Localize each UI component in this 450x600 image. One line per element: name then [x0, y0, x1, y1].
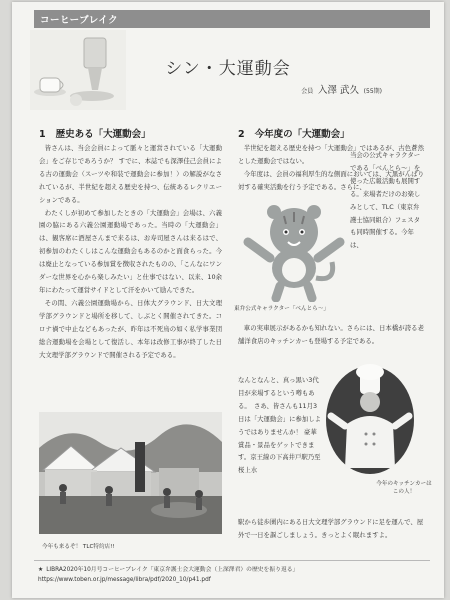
article-title: シン・大運動会 [165, 59, 291, 79]
section2-end-text: 駅から徒歩圏内にある日大文理学部グラウンドに足を運んで、屋外で一日を謳ごしましょう。きっとよく眠れますよ。 [238, 518, 424, 539]
section2-paragraph: 半世紀を超える歴史を持つ「大運動会」ではあるが、古色蒼然とした運動会ではない。 [238, 144, 424, 165]
byline-name: 入澤 武久 [317, 85, 359, 96]
chef-portrait [325, 364, 415, 476]
section2-narrow-text: 当会の公式キャラクターである「べんとら～」を使った広報活動も展開する。来場者だけのお楽しみとして、TLC（東京弁護士協同組合）フェスタも同時開催する。今年は、 [350, 151, 421, 250]
photo-caption: 今年も来るぞ！ TLC特約店!! [42, 544, 115, 550]
section2-paragraph: 車の実車展示があるかも知れない。さらには、日本橋が誇る老舗洋食店のキッチンカーも登場する予定である。 [238, 324, 424, 345]
section1-paragraph: わたくしが初めて参加したときの「大運動会」会場は、六義園の脇にある六義公園運動場であった。当時の「大運動会」は、観客席に酒屋さんまで来るは、お寿司屋さんは来るはで、初参加のわたくしはこんな運動会もあるのかと面食らった。今は廃止となっている参加賞を徴収されたものの、「こんなにワンダーな世界を心から楽しみたい」と仕事ではない、以来、10余年にわたって運営サイドとして汗をかいて励んできた。 [39, 208, 222, 294]
byline [301, 82, 382, 96]
chef-caption-line1: 今年のキッチンカーは [376, 481, 432, 487]
section-band-label: コーヒーブレイク [40, 15, 119, 26]
section1-paragraph: その間、六義公園運動場から、日体大グラウンド、日大文理学部グラウンドと場所を移して、しぶとく開催されてきた。コロナ禍で中止などもあったが、昨年は不死鳥の如く私学事業団総合運動場を会場として復活し、本年は改修工事が終了した日大文理学部グラウンドで開催される予定である。 [39, 298, 222, 359]
tiger-mascot-icon [240, 202, 348, 302]
tiger-mascot [240, 202, 348, 302]
section2-paragraph: 今年度は、会員の福利厚生的な側面においては、大黒がんばり対する確実活動を行う予定である。さらに、 [238, 169, 424, 191]
tiger-caption: 東弁公式キャラクター「べんとら～」 [234, 306, 329, 312]
section1-body [39, 142, 222, 361]
section1-heading-text: 歴史ある「大運動会」 [55, 129, 151, 140]
section2-number: 2 [238, 129, 245, 140]
footer-line2[interactable]: https://www.toben.or.jp/message/libra/pdf/2020_10/p41.pdf [38, 577, 211, 583]
star-icon: ★ [38, 567, 44, 573]
footer-line1: LIBRA2020年10月号コーヒーブレイク「東京弁護士会大運動会（上深澤君）の歴史を振り返る」 [46, 567, 299, 573]
footer-note [38, 565, 298, 585]
chef-caption-line2: この人！ [392, 489, 416, 495]
section2-heading [238, 126, 350, 140]
byline-role: 会員 [301, 88, 314, 95]
magazine-page [12, 2, 444, 598]
section1-paragraph: 皆さんは、当会会員によって脈々と運営されている「大運動会」をご存じであろうか？ すでに、本誌でも深澤佳己会員による古の運動会（スーツや和装で運動会に参加！）の解説がなされているが、半世紀を超える歴史を持つ、伝統あるレクリエーションである。 [39, 144, 222, 204]
section2-chef-text: なんとなんと、真っ黒い3代目が来場するという噂もある。 さあ、皆さんも11月3日は「大運動会」に参加しようではありませんか！ 豪華賞品・景品をゲットできます。京王線の下高井戸駅乃至桜上水 [238, 376, 322, 475]
section1-heading [39, 126, 151, 140]
section2-heading-text: 今年度の「大運動会」 [254, 129, 350, 140]
byline-term: (55期) [363, 88, 382, 95]
chef-caption [374, 480, 434, 496]
section-band [34, 10, 430, 28]
section2-body-mid [238, 322, 424, 348]
event-photo [39, 412, 222, 534]
footer-divider [34, 560, 430, 561]
section1-number: 1 [39, 129, 46, 140]
